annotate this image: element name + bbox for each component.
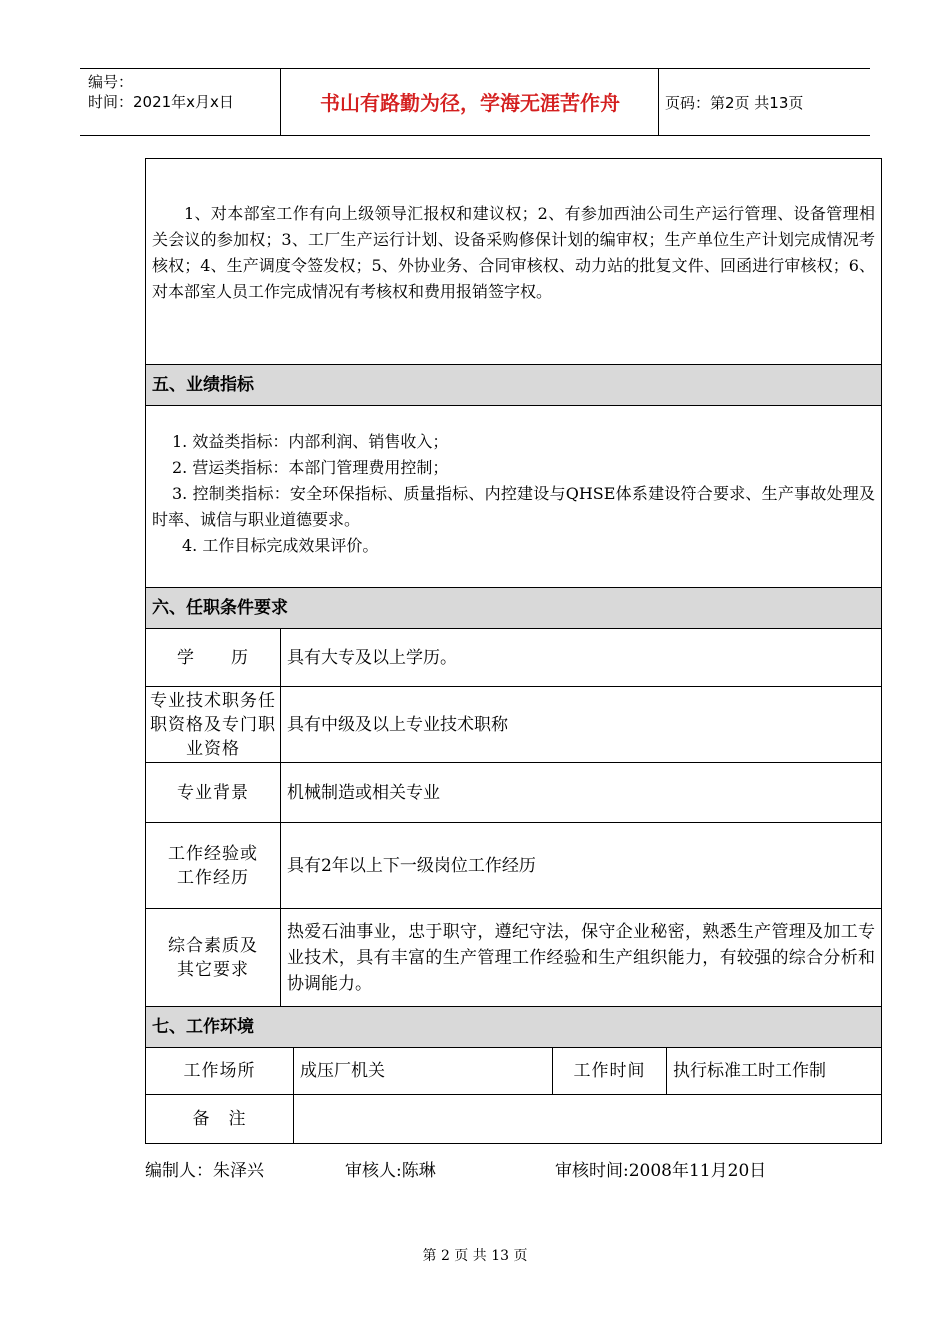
document-number-label: 编号： [88, 73, 134, 91]
section-environment-title: 七、工作环境 [146, 1007, 881, 1048]
work-time-value: 执行标准工时工作制 [666, 1048, 881, 1094]
section-performance-title: 五、业绩指标 [146, 365, 881, 406]
header-page-info: 页码：第2页 共13页 [665, 94, 804, 112]
requirement-value: 具有中级及以上专业技术职称 [280, 687, 881, 762]
review-date: 审核时间:2008年11月20日 [555, 1161, 767, 1181]
indicator-item: 1. 效益类指标：内部利润、销售收入； [172, 432, 449, 451]
requirement-row-qualification [146, 687, 881, 763]
page-header [80, 68, 870, 136]
header-meta [88, 72, 234, 112]
indicator-item: 3. 控制类指标：安全环保指标、质量指标、内控建设与QHSE体系建设符合要求、生产事故处理及时率、诚信与职业道德要求。 [152, 484, 875, 529]
header-motto: 书山有路勤为径，学海无涯苦作舟 [320, 91, 620, 115]
requirement-label: 专业技术职务任职资格及专门职业资格 [150, 690, 276, 759]
indicator-item: 4. 工作目标完成效果评价。 [182, 536, 379, 555]
requirement-label: 综合素质及其它要求 [168, 935, 258, 980]
requirement-row-education [146, 629, 881, 687]
performance-indicators [146, 406, 881, 588]
requirement-label: 专业背景 [177, 782, 249, 803]
document-date: 时间：2021年x月x日 [88, 93, 234, 111]
requirement-label: 学 历 [177, 647, 249, 668]
requirement-row-quality [146, 909, 881, 1007]
requirement-row-background [146, 763, 881, 823]
requirement-value: 具有2年以上下一级岗位工作经历 [280, 823, 881, 908]
remark-row [146, 1095, 881, 1143]
authority-paragraph: 1、对本部室工作有向上级领导汇报权和建议权；2、有参加西油公司生产运行管理、设备管理相关会议的参加权；3、工厂生产运行计划、设备采购修保计划的编审权；生产单位生产计划完成情况考核权；4、生产调度令签发权；5、外协业务、合同审核权、动力站的批复文件、回函进行审核权；6、对本部室人员工作完成情况有考核权和费用报销签字权。 [146, 159, 881, 365]
work-time-label: 工作时间 [552, 1048, 666, 1094]
requirement-value: 热爱石油事业，忠于职守，遵纪守法，保守企业秘密，熟悉生产管理及加工专业技术，具有丰富的生产管理工作经验和生产组织能力，有较强的综合分析和协调能力。 [280, 909, 881, 1006]
reviewer-signature: 审核人:陈琳 [345, 1161, 436, 1181]
environment-row [146, 1048, 881, 1095]
remark-label: 备 注 [192, 1109, 247, 1129]
section-requirements-title: 六、任职条件要求 [146, 588, 881, 629]
work-place-value: 成压厂机关 [293, 1048, 552, 1094]
indicator-item: 2. 营运类指标：本部门管理费用控制； [172, 458, 449, 477]
work-place-label: 工作场所 [183, 1061, 256, 1081]
requirement-value: 具有大专及以上学历。 [280, 629, 881, 686]
job-description-table [145, 158, 882, 1144]
requirement-row-experience [146, 823, 881, 909]
requirement-label: 工作经验或工作经历 [168, 843, 258, 888]
page-footer: 第 2 页 共 13 页 [422, 1248, 528, 1264]
author-signature: 编制人：朱泽兴 [145, 1161, 264, 1181]
requirement-value: 机械制造或相关专业 [280, 763, 881, 822]
remark-value [293, 1095, 881, 1143]
